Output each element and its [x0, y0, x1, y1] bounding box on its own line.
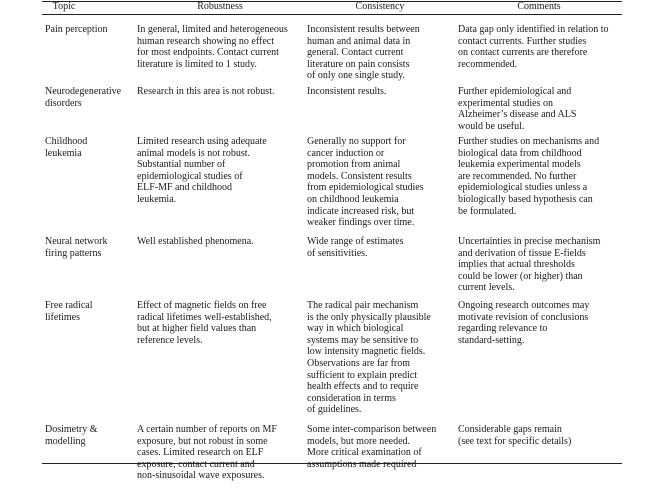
comments-cell: Ongoing research outcomes may motivate revision of conclusions regarding relevance to standard-setting. — [458, 300, 590, 346]
comments-cell: Further epidemiological and experimental studies on Alzheimer’s disease and ALS would be useful. — [458, 86, 577, 132]
header-robustness: Robustness — [197, 1, 243, 12]
robustness-cell: In general, limited and heterogeneous human research showing no effect for most endpoints. Contact current literature is limited to 1 study. — [137, 24, 288, 70]
consistency-cell: Generally no support for cancer induction or promotion from animal models. Consistent results from epidemiological studies on childhood leukemia indicate increased risk, but weaker findings over time. — [307, 136, 424, 229]
robustness-cell: A certain number of reports on MF exposure, but not robust in some cases. Limited research on ELF exposure, contact current and non-sinusoidal wave exposures. — [137, 424, 277, 482]
consistency-cell: The radical pair mechanism is the only physically plausible way in which biological systems may be sensitive to low intensity magnetic fields. Observations are far from sufficient to explain predict health effects and to require consideration in terms of guidelines. — [307, 300, 431, 416]
consistency-cell: Some inter-comparison between models, but more needed. More critical examination of assumptions made required — [307, 424, 437, 470]
bottom-rule — [42, 463, 622, 464]
consistency-cell: Inconsistent results between human and animal data in general. Contact current literature on pain consists of only one single study. — [307, 24, 420, 82]
topic-cell: Neurodegenerative disorders — [45, 86, 122, 109]
topic-cell: Neural network firing patterns — [45, 236, 108, 259]
robustness-cell: Research in this area is not robust. — [137, 86, 275, 97]
robustness-cell: Well established phenomena. — [137, 236, 254, 247]
topic-cell: Dosimetry & modelling — [45, 424, 98, 447]
topic-cell: Pain perception — [45, 24, 108, 35]
robustness-cell: Limited research using adequate animal models is not robust. Substantial number of epidemiological studies of ELF-MF and childhood leukemia. — [137, 136, 267, 205]
comments-cell: Uncertainties in precise mechanism and derivation of tissue E-fields implies that actual thresholds could be lower (or higher) than current levels. — [458, 236, 601, 294]
consistency-cell: Inconsistent results. — [307, 86, 387, 97]
comments-cell: Considerable gaps remain (see text for specific details) — [458, 424, 572, 447]
header-topic: Topic — [52, 1, 76, 12]
header-consistency: Consistency — [355, 1, 405, 12]
header-rule — [42, 14, 622, 15]
topic-cell: Free radical lifetimes — [45, 300, 93, 323]
comments-cell: Data gap only identified in relation to contact currents. Further studies on contact currents are therefore recommended. — [458, 24, 609, 70]
comments-cell: Further studies on mechanisms and biological data from childhood leukemia experimental models are recommended. No further epidemiological studies unless a biologically based hypothesis can be formulated. — [458, 136, 600, 217]
header-comments: Comments — [517, 1, 561, 12]
consistency-cell: Wide range of estimates of sensitivities. — [307, 236, 404, 259]
robustness-cell: Effect of magnetic fields on free radical lifetimes well-established, but at higher field values than reference levels. — [137, 300, 272, 346]
topic-cell: Childhood leukemia — [45, 136, 88, 159]
